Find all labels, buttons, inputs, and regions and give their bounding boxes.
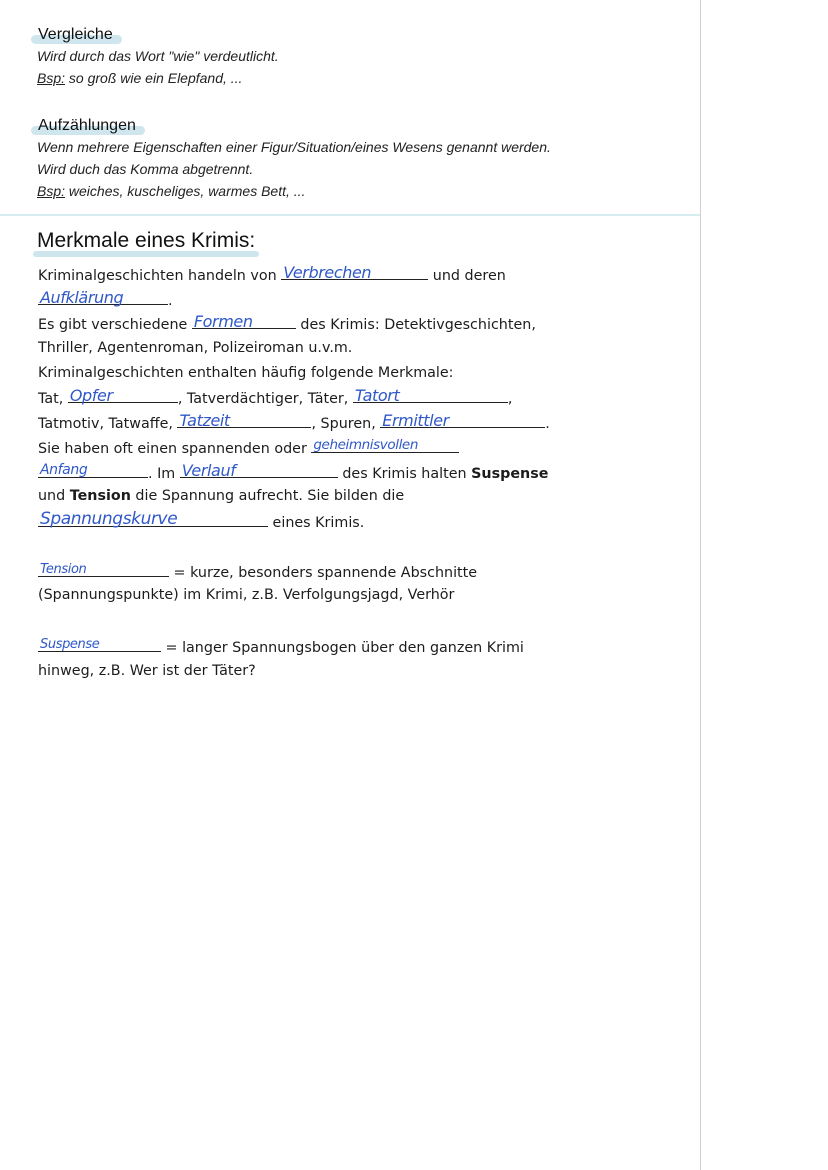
text: , <box>507 391 513 408</box>
text: und <box>38 488 70 505</box>
text: die Spannung aufrecht. Sie bilden die <box>130 488 405 505</box>
answer-verbrechen: Verbrechen <box>283 263 372 282</box>
worksheet-line <box>38 311 558 336</box>
text: Sie haben oft einen spannenden oder <box>38 440 312 457</box>
example-text: so groß wie ein Elepfand, ... <box>65 70 243 86</box>
worksheet-line <box>38 583 558 608</box>
answer-verlauf: Verlauf <box>181 460 236 480</box>
text: , Tatverdächtiger, Täter, <box>177 391 353 408</box>
answer-opfer: Opfer <box>69 386 113 406</box>
text: = kurze, besonders spannende Abschnitte <box>169 564 478 581</box>
worksheet-line <box>38 385 558 410</box>
worksheet-line <box>38 659 558 684</box>
worksheet-line <box>38 361 558 386</box>
text: eines Krimis. <box>268 514 365 531</box>
bold-term: Suspense <box>471 465 549 482</box>
text: Es gibt verschiedene <box>38 317 192 334</box>
answer-tension: Tension <box>40 561 87 577</box>
worksheet-line <box>38 509 558 534</box>
answer-blank <box>38 559 169 577</box>
text: des Krimis halten <box>337 465 472 482</box>
answer-tatzeit: Tatzeit <box>179 411 230 431</box>
text: Tat, <box>38 391 68 408</box>
worksheet-line <box>38 435 558 460</box>
enumeration-example <box>37 180 551 202</box>
worksheet-line <box>38 559 558 584</box>
section-enumeration <box>37 116 551 202</box>
worksheet-line <box>38 410 558 435</box>
text: hinweg, z.B. Wer ist der Täter? <box>38 662 256 679</box>
worksheet-line <box>38 634 558 659</box>
worksheet-line <box>38 460 558 485</box>
answer-blank <box>281 262 428 280</box>
worksheet-line <box>38 336 558 361</box>
text: (Spannungspunkte) im Krimi, z.B. Verfolgungsjagd, Verhör <box>38 587 455 604</box>
answer-anfang: Anfang <box>40 461 88 478</box>
spacer <box>38 608 558 634</box>
text: und deren <box>428 268 506 284</box>
answer-blank <box>38 634 161 652</box>
example-label: Bsp: <box>37 70 66 86</box>
answer-blank <box>192 311 296 332</box>
page-edge <box>700 0 701 1170</box>
worksheet <box>38 262 558 683</box>
answer-aufklaerung: Aufklärung <box>40 287 124 307</box>
answer-blank <box>38 460 148 478</box>
answer-spannungskurve: Spannungskurve <box>40 508 178 529</box>
text: des Krimis: Detektivgeschichten, <box>295 317 536 334</box>
answer-blank <box>180 460 338 478</box>
text: Tatmotiv, Tatwaffe, <box>38 416 178 433</box>
enumeration-description-1: Wenn mehrere Eigenschaften einer Figur/Situation/eines Wesens genannt werden. <box>37 139 551 155</box>
worksheet-title-text: Merkmale eines Krimis: <box>37 229 256 252</box>
heading-comparison <box>37 25 116 45</box>
text: = langer Spannungsbogen über den ganzen Krimi <box>161 639 524 656</box>
example-label: Bsp: <box>37 183 66 199</box>
spacer <box>38 534 558 559</box>
text: . Im <box>148 465 180 482</box>
text: Kriminalgeschichten enthalten häufig folgende Merkmale: <box>38 364 454 381</box>
section-comparison <box>37 25 279 89</box>
answer-blank <box>68 385 178 406</box>
comparison-example <box>37 67 279 89</box>
enumeration-description-2: Wird duch das Komma abgetrennt. <box>37 161 254 177</box>
bold-term: Tension <box>69 488 131 505</box>
answer-blank <box>353 385 508 406</box>
answer-geheimnisvollen: geheimnisvollen <box>313 436 418 453</box>
text: , Spuren, <box>311 416 381 433</box>
text: Kriminalgeschichten handeln von <box>38 268 282 284</box>
answer-suspense: Suspense <box>40 636 100 652</box>
comparison-description: Wird durch das Wort "wie" verdeutlicht. <box>37 48 279 64</box>
heading-comparison-text: Vergleiche <box>38 26 113 43</box>
answer-blank <box>38 509 268 527</box>
answer-blank <box>38 287 168 305</box>
text: . <box>168 292 173 309</box>
answer-blank <box>177 410 311 431</box>
answer-ermittler: Ermittler <box>382 411 449 431</box>
heading-enumeration-text: Aufzählungen <box>38 117 136 134</box>
worksheet-title <box>37 228 255 254</box>
heading-enumeration <box>37 116 139 136</box>
example-text: weiches, kuscheliges, warmes Bett, ... <box>65 183 306 199</box>
answer-formen: Formen <box>193 312 253 332</box>
answer-blank <box>311 435 459 453</box>
text: . <box>545 416 550 433</box>
worksheet-line <box>38 287 558 312</box>
answer-tatort: Tatort <box>354 386 400 406</box>
worksheet-line <box>38 484 558 509</box>
answer-blank <box>380 410 545 431</box>
text: Thriller, Agentenroman, Polizeiroman u.v.m. <box>38 340 353 357</box>
section-divider <box>0 214 700 216</box>
worksheet-line <box>38 262 558 287</box>
